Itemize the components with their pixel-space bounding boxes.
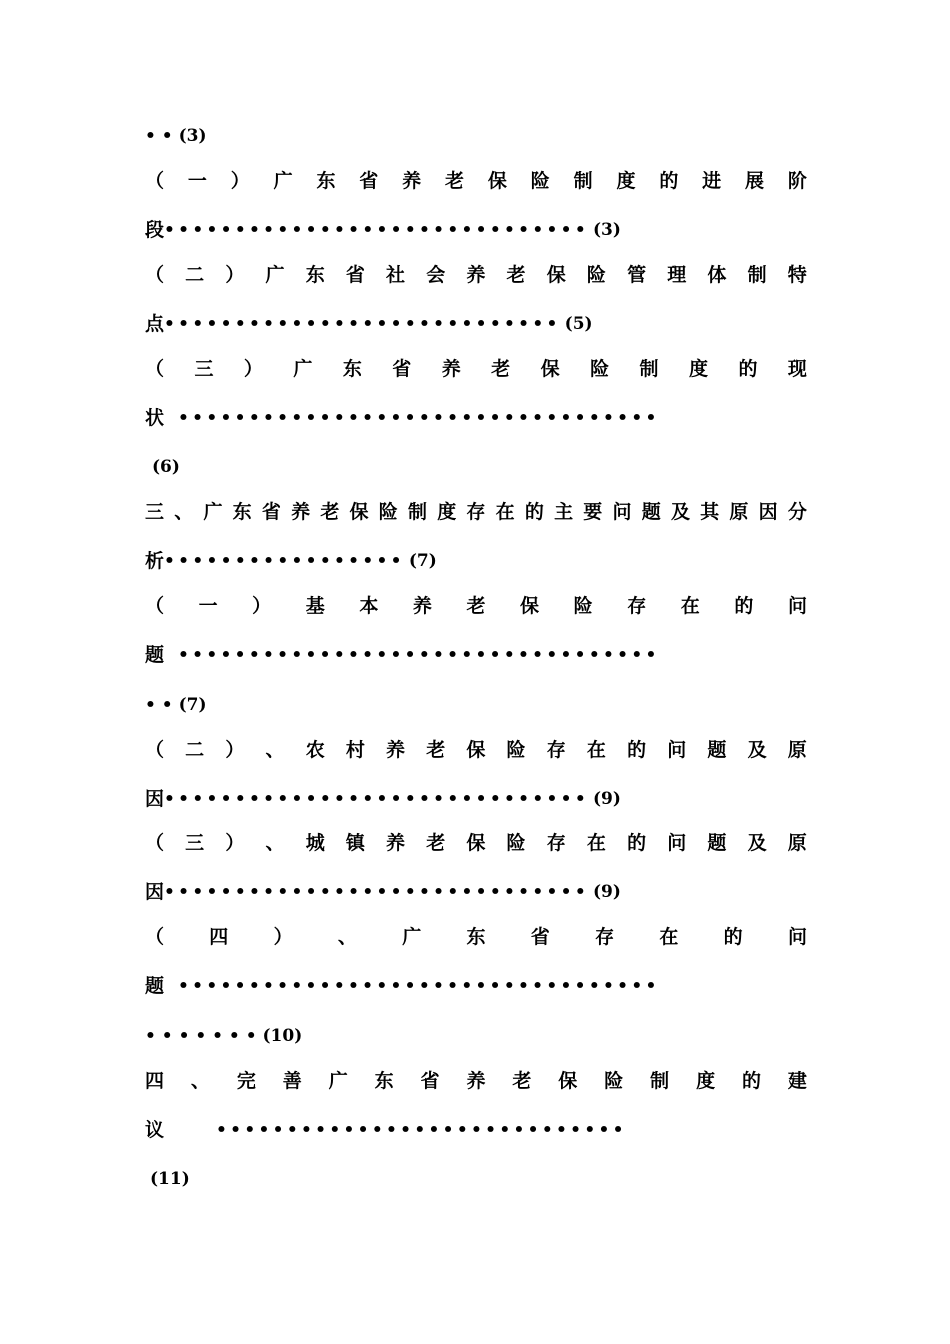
- page-number: (6): [152, 457, 180, 477]
- toc-char: ）: [225, 264, 245, 286]
- toc-entry-current-status-leader: [145, 398, 807, 438]
- toc-char: 及: [670, 501, 690, 523]
- toc-char: ）: [225, 832, 245, 854]
- toc-char: 一: [198, 595, 218, 617]
- toc-entry-rural-issues: [145, 730, 807, 770]
- toc-char: 原: [787, 832, 807, 854]
- toc-char: 二: [185, 739, 205, 761]
- toc-entry-current-status: [145, 349, 807, 389]
- toc-continuation-page-3: • • (3): [145, 126, 207, 146]
- toc-entry-urban-issues-leader: [145, 872, 807, 912]
- toc-char: 省: [420, 1070, 440, 1092]
- toc-char: 主: [554, 501, 574, 523]
- toc-char: 的: [734, 595, 754, 617]
- toc-char: 险: [506, 739, 526, 761]
- toc-char: 的: [738, 358, 758, 380]
- toc-text: 状: [145, 407, 165, 429]
- toc-entry-progress-stages: [145, 161, 807, 201]
- toc-char: 展: [745, 170, 765, 192]
- toc-char: 理: [667, 264, 687, 286]
- toc-char: 题: [707, 739, 727, 761]
- toc-entry-guangdong-issues: [145, 917, 807, 957]
- toc-char: 制: [407, 501, 427, 523]
- toc-char: 体: [707, 264, 727, 286]
- toc-char: 管: [627, 264, 647, 286]
- toc-char: 险: [586, 264, 606, 286]
- toc-char: 四: [145, 1070, 165, 1092]
- toc-char: 因: [758, 501, 778, 523]
- dot-leader: ••••••••••••••••••••••••••••••: [164, 882, 589, 902]
- toc-char: ）: [243, 358, 263, 380]
- toc-char: 存: [595, 926, 615, 948]
- toc-char: 老: [491, 358, 511, 380]
- toc-entry-basic-issues: [145, 586, 807, 626]
- toc-char: 老: [466, 595, 486, 617]
- toc-char: 善: [282, 1070, 302, 1092]
- toc-char: 三: [145, 501, 165, 523]
- toc-char: 其: [700, 501, 720, 523]
- page-number: (11): [150, 1169, 190, 1189]
- dot-leader: ••••••••••••••••••••••••••••••••••: [178, 976, 660, 996]
- toc-char: 保: [349, 501, 369, 523]
- toc-char: 保: [540, 358, 560, 380]
- toc-continuation-page-7: • • (7): [145, 695, 207, 715]
- toc-char: 制: [639, 358, 659, 380]
- toc-char: 的: [741, 1070, 761, 1092]
- page-number: (5): [564, 314, 593, 334]
- toc-char: （: [145, 358, 165, 380]
- toc-char: （: [145, 595, 165, 617]
- toc-char: 老: [445, 170, 465, 192]
- toc-char: 广: [328, 1070, 348, 1092]
- toc-char: 一: [187, 170, 207, 192]
- toc-char: 养: [441, 358, 461, 380]
- toc-char: ）: [273, 926, 293, 948]
- toc-char: 阶: [787, 170, 807, 192]
- toc-char: 省: [359, 170, 379, 192]
- toc-char: 保: [558, 1070, 578, 1092]
- toc-char: 、: [265, 832, 285, 854]
- toc-chapter-4: [145, 1061, 807, 1101]
- toc-char: （: [145, 170, 165, 192]
- toc-char: 老: [426, 832, 446, 854]
- dot-leader: •••••••••••••••••••••••••••••: [216, 1120, 627, 1140]
- toc-char: 保: [466, 832, 486, 854]
- toc-entry-basic-issues-leader: [145, 635, 807, 675]
- toc-char: 的: [627, 832, 647, 854]
- toc-char: 原: [729, 501, 749, 523]
- toc-char: 题: [641, 501, 661, 523]
- toc-char: 、: [265, 739, 285, 761]
- toc-char: 省: [345, 264, 365, 286]
- dot-leader: ••••••••••••••••••••••••••••: [164, 314, 561, 334]
- toc-chapter-4-leader: [145, 1110, 807, 1150]
- dot-leader: ••••••••••••••••••••••••••••••: [164, 789, 589, 809]
- toc-text: 段: [145, 219, 165, 241]
- toc-text: 题: [145, 975, 165, 997]
- dot-leader: ••••••••••••••••••••••••••••••••••: [178, 645, 660, 665]
- toc-char: 养: [466, 1070, 486, 1092]
- toc-char: 养: [466, 264, 486, 286]
- toc-char: 问: [787, 595, 807, 617]
- toc-char: 的: [723, 926, 743, 948]
- page-number: (7): [408, 551, 437, 571]
- toc-char: 分: [787, 501, 807, 523]
- toc-char: 特: [787, 264, 807, 286]
- toc-char: 在: [586, 739, 606, 761]
- toc-char: 东: [374, 1070, 394, 1092]
- toc-char: 三: [194, 358, 214, 380]
- toc-char: 东: [305, 264, 325, 286]
- toc-char: 农: [305, 739, 325, 761]
- toc-char: 险: [590, 358, 610, 380]
- toc-char: 广: [273, 170, 293, 192]
- toc-char: 四: [209, 926, 229, 948]
- toc-char: 问: [667, 832, 687, 854]
- toc-chapter-3-leader: [145, 541, 807, 581]
- toc-char: 建: [787, 1070, 807, 1092]
- toc-char: 及: [747, 739, 767, 761]
- toc-char: 东: [466, 926, 486, 948]
- toc-char: 东: [342, 358, 362, 380]
- toc-char: 本: [359, 595, 379, 617]
- toc-text: 析: [145, 550, 165, 572]
- toc-char: 制: [747, 264, 767, 286]
- toc-char: 题: [707, 832, 727, 854]
- toc-char: 老: [320, 501, 340, 523]
- toc-char: 的: [659, 170, 679, 192]
- toc-char: ）: [230, 170, 250, 192]
- toc-continuation-page-10: • • • • • • • (10): [145, 1026, 303, 1046]
- toc-char: 完: [236, 1070, 256, 1092]
- toc-char: 存: [546, 739, 566, 761]
- toc-char: 二: [185, 264, 205, 286]
- toc-entry-progress-stages-leader: [145, 210, 807, 250]
- toc-char: 城: [305, 832, 325, 854]
- toc-char: 村: [345, 739, 365, 761]
- toc-text: 因: [145, 881, 165, 903]
- toc-char: 制: [573, 170, 593, 192]
- toc-char: 在: [659, 926, 679, 948]
- toc-char: 广: [402, 926, 422, 948]
- toc-char: 省: [392, 358, 412, 380]
- toc-char: 度: [696, 1070, 716, 1092]
- toc-char: 老: [512, 1070, 532, 1092]
- toc-char: 保: [466, 739, 486, 761]
- toc-char: 省: [261, 501, 281, 523]
- toc-char: 广: [203, 501, 223, 523]
- toc-char: 制: [650, 1070, 670, 1092]
- toc-char: 、: [190, 1070, 210, 1092]
- toc-char: 度: [688, 358, 708, 380]
- page-number: (3): [593, 220, 621, 240]
- toc-char: 养: [412, 595, 432, 617]
- toc-char: （: [145, 832, 165, 854]
- toc-char: 要: [583, 501, 603, 523]
- toc-char: 三: [185, 832, 205, 854]
- toc-char: 镇: [345, 832, 365, 854]
- toc-char: （: [145, 264, 165, 286]
- toc-char: 存: [466, 501, 486, 523]
- toc-char: 度: [616, 170, 636, 192]
- toc-char: 保: [487, 170, 507, 192]
- toc-entry-guangdong-issues-leader: [145, 966, 807, 1006]
- toc-char: 养: [386, 832, 406, 854]
- toc-char: 存: [546, 832, 566, 854]
- toc-text: 因: [145, 788, 165, 810]
- toc-char: （: [145, 739, 165, 761]
- toc-char: 省: [530, 926, 550, 948]
- toc-char: 养: [291, 501, 311, 523]
- toc-char: （: [145, 926, 165, 948]
- dot-leader: ••••••••••••••••••••••••••••••••••: [178, 408, 660, 428]
- toc-char: 、: [337, 926, 357, 948]
- toc-entry-management-features: [145, 255, 807, 295]
- dot-leader: ••••••••••••••••••••••••••••••: [164, 220, 589, 240]
- page-number: (9): [593, 789, 621, 809]
- toc-entry-urban-issues: [145, 823, 807, 863]
- toc-char: 东: [232, 501, 252, 523]
- toc-char: 老: [426, 739, 446, 761]
- toc-entry-rural-issues-leader: [145, 779, 807, 819]
- toc-char: 养: [386, 739, 406, 761]
- toc-char: 原: [787, 739, 807, 761]
- toc-char: 广: [293, 358, 313, 380]
- toc-char: 保: [520, 595, 540, 617]
- toc-char: 社: [386, 264, 406, 286]
- toc-char: 险: [604, 1070, 624, 1092]
- toc-chapter-3: [145, 492, 807, 532]
- toc-char: 老: [506, 264, 526, 286]
- toc-char: 问: [667, 739, 687, 761]
- toc-text: 议: [145, 1119, 165, 1141]
- toc-char: 东: [316, 170, 336, 192]
- toc-char: 存: [627, 595, 647, 617]
- toc-char: 险: [530, 170, 550, 192]
- toc-char: 及: [747, 832, 767, 854]
- toc-text: 点: [145, 313, 165, 335]
- toc-char: 广: [265, 264, 285, 286]
- toc-char: 的: [524, 501, 544, 523]
- toc-char: 险: [378, 501, 398, 523]
- toc-char: 险: [573, 595, 593, 617]
- toc-char: 度: [437, 501, 457, 523]
- toc-entry-management-features-leader: [145, 304, 807, 344]
- toc-char: ）: [225, 739, 245, 761]
- toc-char: 保: [546, 264, 566, 286]
- toc-char: 险: [506, 832, 526, 854]
- toc-char: 基: [305, 595, 325, 617]
- toc-char: 、: [174, 501, 194, 523]
- toc-char: 在: [495, 501, 515, 523]
- dot-leader: •••••••••••••••••: [164, 551, 405, 571]
- toc-char: 问: [612, 501, 632, 523]
- toc-text: 题: [145, 644, 165, 666]
- toc-char: 养: [402, 170, 422, 192]
- toc-char: ）: [252, 595, 272, 617]
- toc-char: 会: [426, 264, 446, 286]
- toc-char: 的: [627, 739, 647, 761]
- toc-char: 在: [680, 595, 700, 617]
- toc-char: 在: [586, 832, 606, 854]
- toc-char: 问: [787, 926, 807, 948]
- toc-char: 进: [702, 170, 722, 192]
- toc-char: 现: [787, 358, 807, 380]
- page-number: (9): [593, 882, 621, 902]
